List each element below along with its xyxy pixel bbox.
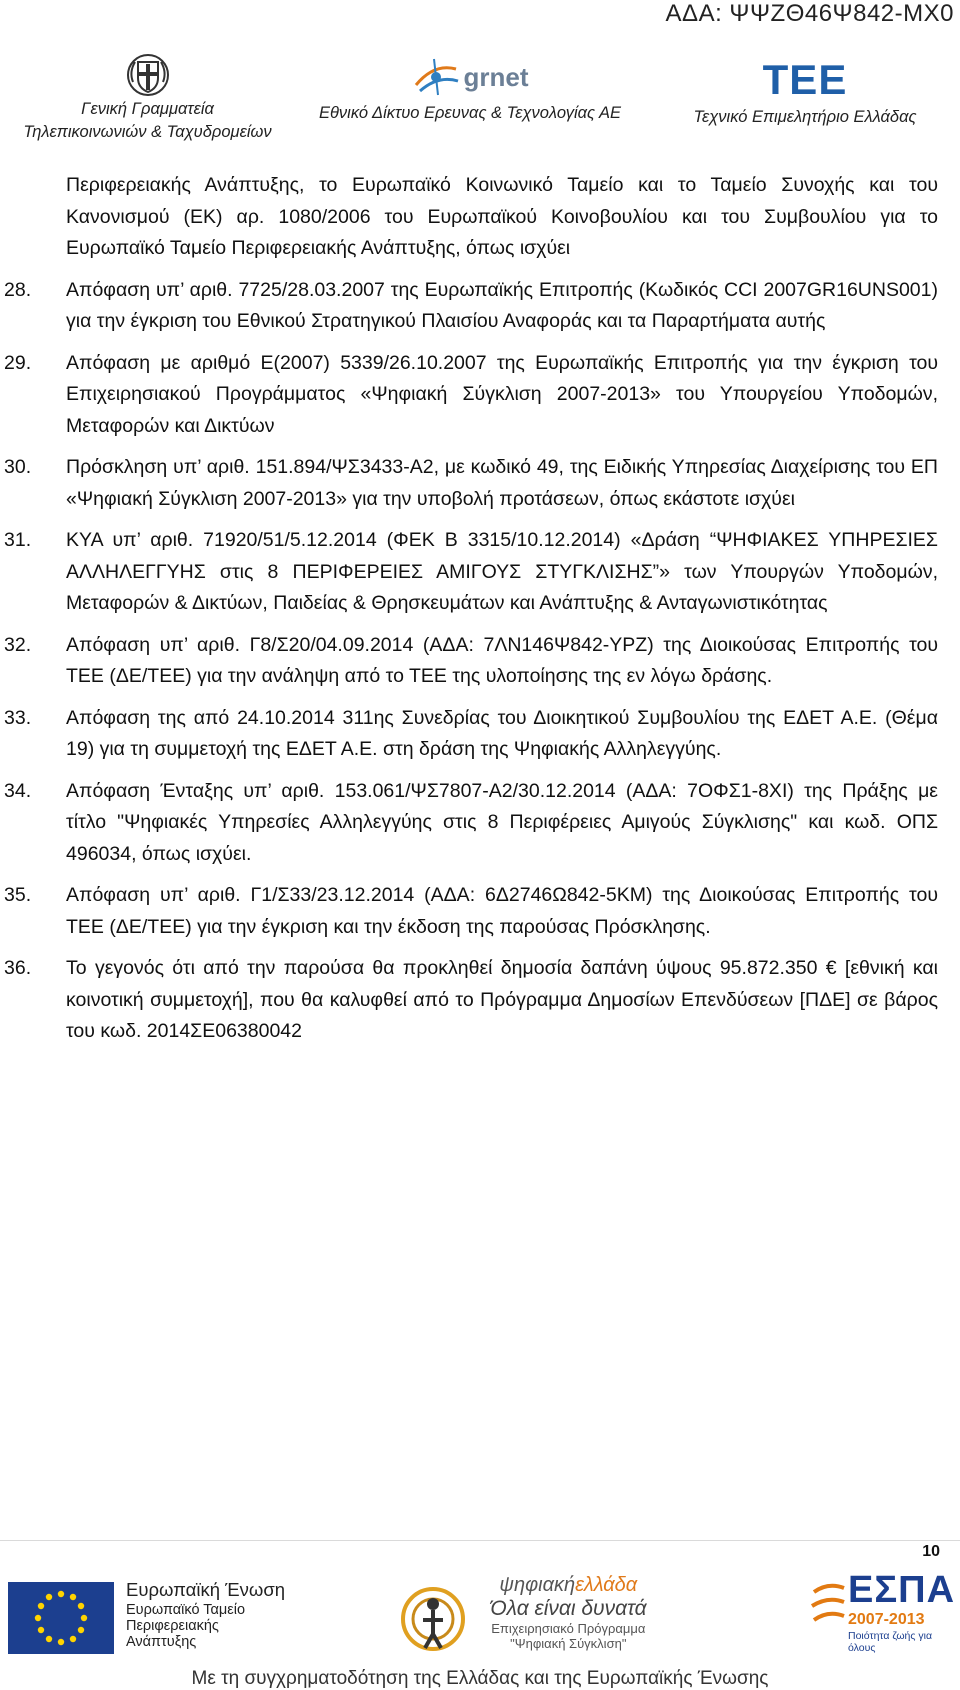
eu-line3: Περιφερειακής [126,1618,219,1634]
espa-line3: Ποιότητα ζωής για όλους [848,1630,933,1654]
espa-line2: 2007-2013 [848,1611,925,1628]
list-item [4,953,938,1048]
item-text: Απόφαση υπ’ αριθ. Γ8/Σ20/04.09.2014 (ΑΔΑ: 7ΛΝ146Ψ842-ΥΡΖ) της Διοικούσας Επιτροπής του ΤΕΕ (ΔΕ/ΤΕΕ) για την ανάληψη από το ΤΕΕ της υλοποίησης της εν λόγω δράσης. [66,633,938,687]
list-item [4,703,938,766]
footer [0,1570,960,1688]
tee-logo-icon: TEE [762,56,848,103]
item-text: Απόφαση με αριθμό Ε(2007) 5339/26.10.2007 της Ευρωπαϊκής Επιτροπής για την έγκριση του Επιχειρησιακού Προγράμματος «Ψηφιακή Σύγκλιση 2007-2013» του Υπουργείου Υποδομών, Μεταφορών και Δικτύων [66,351,938,437]
list-item [4,275,938,338]
org-grnet [305,54,635,125]
item-text: Απόφαση υπ’ αριθ. Γ1/Σ33/23.12.2014 (ΑΔΑ: 6Δ2746Ω842-5ΚΜ) της Διοικούσας Επιτροπής του ΤΕΕ (ΔΕ/ΤΕΕ) για την έγκριση και την έκδοση της παρούσας Πρόσκλησης. [66,884,938,938]
dg-line1 [490,1574,647,1597]
item-text: Απόφαση υπ’ αριθ. 7725/28.03.2007 της Ευρωπαϊκής Επιτροπής (Κωδικός CCI 2007GR16UNS001) για την έγκριση του Εθνικού Στρατηγικού Πλαισίου Αναφοράς και τα Παραρτήματα αυτής [66,278,938,332]
eu-line2: Ευρωπαϊκό Ταμείο [126,1602,246,1618]
dg-line1-a: ψηφιακή [499,1574,576,1596]
grnet-logo-text: grnet [463,61,529,92]
item-number: 29. [4,351,32,374]
org-gsgr-line2: Τηλεπικοινωνιών & Ταχυδρομείων [23,123,272,141]
list-item [4,452,938,515]
digital-greece-text [490,1574,647,1651]
item-number: 28. [4,278,32,301]
list-item [4,776,938,871]
org-tee [660,58,950,129]
item-number: 30. [4,456,32,478]
eu-block [8,1578,288,1658]
espa-logo-icon [808,1576,848,1636]
dg-line3: Επιχειρησιακό Πρόγραμμα [491,1621,646,1636]
item-number: 34. [4,779,32,802]
item-number: 32. [4,633,32,656]
espa-line1: ΕΣΠΑ [848,1569,956,1611]
item-text: Απόφαση Ένταξης υπ’ αριθ. 153.061/ΨΣ7807-Α2/30.12.2014 (ΑΔΑ: 7ΟΦΣ1-8ΧΙ) της Πράξης με τίτλο "Ψηφιακές Υπηρεσίες Αλληλεγγύης στις 8 Περιφέρειες Αμιγούς Σύγκλισης" και κωδ. ΟΠΣ 496034, όπως ισχύει. [66,779,938,865]
org-gsgr [10,52,285,144]
item-number: 31. [4,529,32,551]
eu-line1: Ευρωπαϊκή Ένωση [126,1579,286,1600]
org-grnet-line1: Εθνικό Δίκτυο Ερευνας & Τεχνολογίας ΑΕ [318,104,622,122]
footer-divider [0,1540,960,1541]
document-body [4,170,938,1048]
footer-caption: Με τη συγχρηματοδότηση της Ελλάδας και της Ευρωπαϊκής Ένωσης [191,1668,769,1689]
item-number: 36. [4,957,32,979]
espa-block [808,1570,958,1662]
eu-flag-icon [8,1582,114,1654]
list-item [4,348,938,443]
eu-line4: Ανάπτυξης [126,1634,197,1650]
item-text: Πρόσκληση υπ’ αριθ. 151.894/ΨΣ3433-Α2, με κωδικό 49, της Ειδικής Υπηρεσίας Διαχείρισης του ΕΠ «Ψηφιακή Σύγκλιση 2007-2013» για την υποβολή προτάσεων, όπως εκάστοτε ισχύει [66,456,938,510]
org-gsgr-line1: Γενική Γραμματεία [81,100,214,118]
list-item [4,525,938,620]
greek-coat-of-arms-icon [125,52,171,98]
digital-greece-block [390,1574,670,1660]
eu-text [126,1578,285,1650]
list-item [4,880,938,943]
ada-code: ΑΔΑ: ΨΨΖΘ46Ψ842-ΜΧ0 [665,0,954,27]
item-number: 33. [4,706,32,729]
item-text: Το γεγονός ότι από την παρούσα θα προκληθεί δημοσία δαπάνη ύψους 95.872.350 € [εθνική και κοινοτική συμμετοχή], που θα καλυφθεί από το Πρόγραμμα Δημοσίων Επενδύσεων [ΠΔΕ] σε βάρος του κωδ. 2014ΣΕ06380042 [66,957,938,1042]
org-tee-line1: Τεχνικό Επιμελητήριο Ελλάδας [693,108,917,126]
item-text: Απόφαση της από 24.10.2014 311ης Συνεδρίας του Διοικητικού Συμβουλίου της ΕΔΕΤ Α.Ε. (Θέμα 19) για τη συμμετοχή της ΕΔΕΤ Α.Ε. στη δράση της Ψηφιακής Αλληλεγγύης. [66,706,938,760]
dg-line4: "Ψηφιακή Σύγκλιση" [510,1636,627,1651]
item-text: ΚΥΑ υπ’ αριθ. 71920/51/5.12.2014 (ΦΕΚ Β 3315/10.12.2014) «Δράση “ΨΗΦΙΑΚΕΣ ΥΠΗΡΕΣΙΕΣ ΑΛΛΗΛΕΓΓΥΗΣ στις 8 ΠΕΡΙΦΕΡΕΙΕΣ ΑΜΙΓΟΥΣ ΣΤΥΓΚΛΙΣΗΣ”» των Υπουργών Υποδομών, Μεταφορών & Δικτύων, Παιδείας & Θρησκευμάτων και Ανάπτυξης & Ανταγωνιστικότητας [66,529,938,614]
list-item [4,630,938,693]
grnet-logo-icon [412,55,462,99]
digital-greece-logo-icon [390,1576,476,1662]
item-number: 35. [4,884,32,906]
dg-line1-b: ελλάδα [575,1574,638,1596]
page-number: 10 [922,1543,940,1560]
espa-text [848,1570,958,1654]
dg-line2: Όλα είναι δυνατά [490,1597,647,1620]
intro-paragraph: Περιφερειακής Ανάπτυξης, το Ευρωπαϊκό Κοινωνικό Ταμείο και το Ταμείο Συνοχής και του Κανονισμού (ΕΚ) αρ. 1080/2006 του Ευρωπαϊκού Κοινοβουλίου και του Συμβουλίου για το Ευρωπαϊκό Ταμείο Περιφερειακής Ανάπτυξης, όπως ισχύει [66,174,938,259]
letterhead [0,44,960,144]
